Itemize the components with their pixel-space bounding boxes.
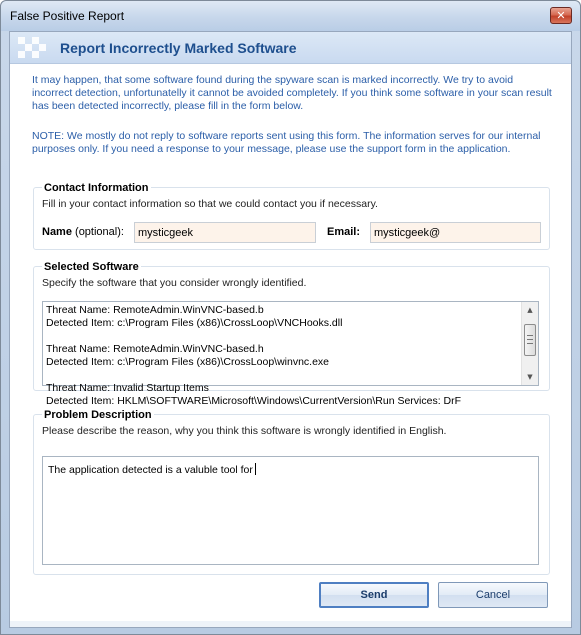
- problem-textarea[interactable]: [42, 456, 539, 565]
- note-text: NOTE: We mostly do not reply to software reports sent using this form. The information serves for our internal purposes only. If you need a response to your message, please use the support form in the application.: [32, 130, 541, 155]
- scroll-up-arrow-icon[interactable]: ▲: [527, 306, 533, 314]
- email-label: Email:: [327, 226, 361, 238]
- cancel-button[interactable]: Cancel: [438, 582, 548, 608]
- header-band: [10, 32, 571, 64]
- title-bar[interactable]: [1, 1, 580, 31]
- selected-software-group: [33, 261, 550, 407]
- problem-description-group: [33, 409, 550, 575]
- problem-description: Please describe the reason, why you think this software is wrongly identified in English.: [42, 425, 447, 437]
- dialog-client-area: [9, 31, 572, 628]
- contact-description: Fill in your contact information so that we could contact you if necessary.: [42, 198, 378, 210]
- close-icon: ✕: [556, 9, 566, 22]
- close-button[interactable]: [550, 7, 572, 24]
- list-item[interactable]: Threat Name: RemoteAdmin.WinVNC-based.b Detected Item: c:\Program Files (x86)\CrossLoop\VNCHooks.dll: [46, 304, 343, 329]
- problem-text: The application detected is a valuble tool for: [48, 464, 253, 476]
- intro-text: It may happen, that some software found during the spyware scan is marked incorrectly. We try to avoid incorrect detection, unfortunatelly it cannot be avoided completely. If you think some software in your scan result has been detected incorrectly, please fill in the form below.: [32, 74, 552, 112]
- header-title: Report Incorrectly Marked Software: [60, 40, 297, 56]
- bottom-band: [10, 621, 571, 627]
- listbox-scrollbar[interactable]: [521, 302, 538, 385]
- text-caret: [255, 463, 256, 475]
- window-title: False Positive Report: [10, 9, 125, 23]
- software-listbox[interactable]: [42, 301, 539, 407]
- name-input[interactable]: [134, 222, 316, 243]
- list-item[interactable]: Threat Name: Invalid Startup Items Detected Item: HKLM\SOFTWARE\Microsoft\Windows\CurrentVersion\Run Services: DrF: [46, 382, 462, 407]
- software-group-title: Selected Software: [44, 261, 139, 273]
- problem-group-title: Problem Description: [44, 409, 152, 421]
- email-input[interactable]: [370, 222, 541, 243]
- contact-information-group: [33, 182, 550, 250]
- checker-logo-icon: [18, 37, 46, 59]
- software-description: Specify the software that you consider wrongly identified.: [42, 277, 307, 289]
- scroll-down-arrow-icon[interactable]: ▼: [527, 373, 533, 381]
- name-label: Name (optional):: [42, 226, 124, 238]
- contact-group-title: Contact Information: [44, 182, 149, 194]
- list-item[interactable]: Threat Name: RemoteAdmin.WinVNC-based.h Detected Item: c:\Program Files (x86)\CrossLoop\winvnc.exe: [46, 343, 330, 368]
- send-button[interactable]: Send: [319, 582, 429, 608]
- scroll-thumb[interactable]: [524, 324, 536, 356]
